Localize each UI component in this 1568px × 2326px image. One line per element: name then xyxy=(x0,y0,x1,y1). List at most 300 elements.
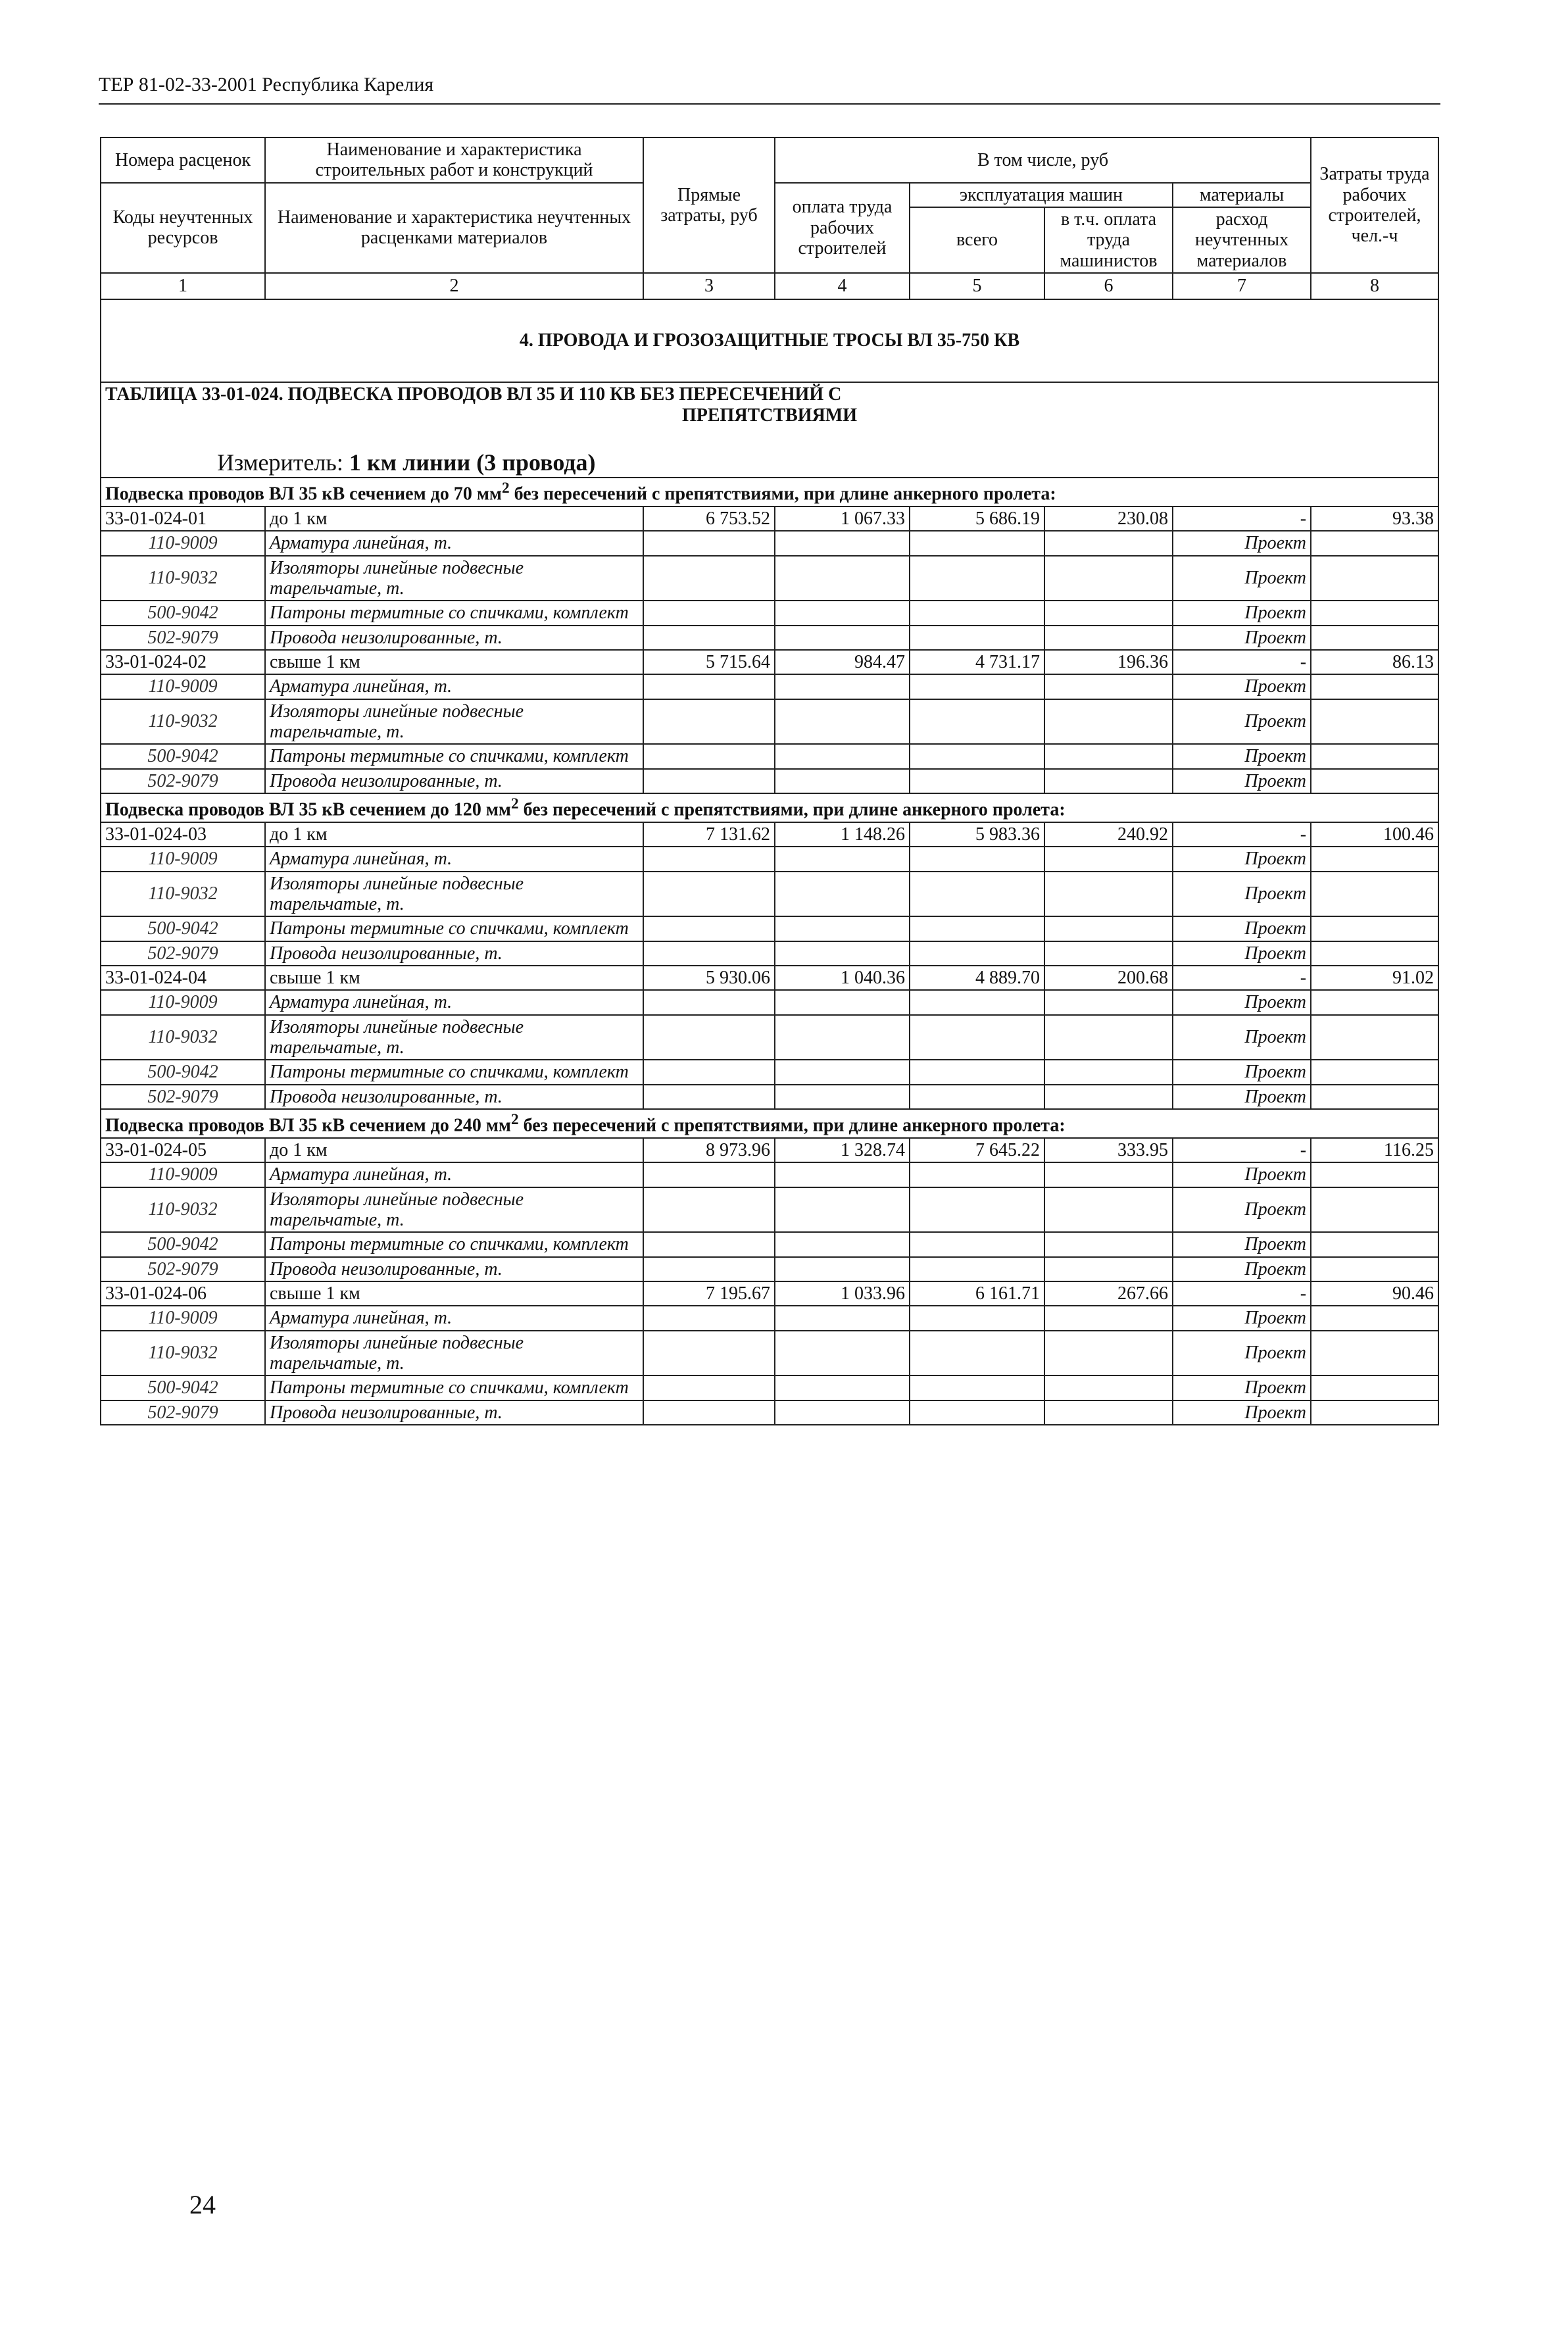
empty-cell xyxy=(910,1331,1044,1376)
empty-cell xyxy=(910,744,1044,768)
empty-cell xyxy=(910,1060,1044,1084)
resource-row xyxy=(101,1306,1438,1330)
group-heading xyxy=(101,478,1438,507)
empty-cell xyxy=(1044,601,1173,625)
table-title-cell xyxy=(101,382,1438,478)
resource-code: 110-9032 xyxy=(101,699,265,745)
empty-cell xyxy=(643,531,775,555)
resource-name: Провода неизолированные, т. xyxy=(265,1257,643,1281)
resource-row xyxy=(101,626,1438,650)
materials-cost: - xyxy=(1173,650,1311,674)
resource-name: Провода неизолированные, т. xyxy=(265,626,643,650)
labor-hours: 91.02 xyxy=(1311,966,1438,990)
resource-code: 110-9009 xyxy=(101,674,265,699)
resource-material-value: Проект xyxy=(1173,990,1311,1014)
labor-hours: 86.13 xyxy=(1311,650,1438,674)
resource-material-value: Проект xyxy=(1173,1015,1311,1060)
empty-cell xyxy=(643,769,775,793)
empty-cell xyxy=(1044,531,1173,555)
col1-top-header: Номера расценок xyxy=(101,137,265,183)
resource-code: 110-9009 xyxy=(101,1306,265,1330)
resource-row xyxy=(101,941,1438,966)
resource-code: 110-9032 xyxy=(101,556,265,601)
empty-cell xyxy=(643,1306,775,1330)
resource-name: Патроны термитные со спичками, комплект xyxy=(265,1232,643,1256)
direct-cost: 5 715.64 xyxy=(643,650,775,674)
col-number: 2 xyxy=(265,273,643,299)
incl-header: В том числе, руб xyxy=(775,137,1311,183)
empty-cell xyxy=(1044,990,1173,1014)
header-rule xyxy=(99,103,1440,105)
resource-code: 502-9079 xyxy=(101,626,265,650)
group-heading-row xyxy=(101,478,1438,507)
empty-cell xyxy=(910,674,1044,699)
empty-cell xyxy=(775,1162,910,1187)
empty-cell xyxy=(1311,916,1438,941)
empty-cell xyxy=(643,1232,775,1256)
empty-cell xyxy=(1311,1232,1438,1256)
labor-cost: 1 040.36 xyxy=(775,966,910,990)
empty-cell xyxy=(643,1060,775,1084)
empty-cell xyxy=(1311,531,1438,555)
resource-code: 502-9079 xyxy=(101,1085,265,1109)
empty-cell xyxy=(1311,1306,1438,1330)
resource-row xyxy=(101,847,1438,871)
superscript-2: 2 xyxy=(501,480,510,497)
empty-cell xyxy=(910,916,1044,941)
materials-cost: - xyxy=(1173,966,1311,990)
empty-cell xyxy=(775,626,910,650)
empty-cell xyxy=(1311,1060,1438,1084)
resource-name: Патроны термитные со спичками, комплект xyxy=(265,744,643,768)
empty-cell xyxy=(1311,674,1438,699)
empty-cell xyxy=(1311,941,1438,966)
resource-code: 500-9042 xyxy=(101,744,265,768)
resource-material-value: Проект xyxy=(1173,1060,1311,1084)
resource-code: 110-9032 xyxy=(101,872,265,917)
resource-material-value: Проект xyxy=(1173,1232,1311,1256)
empty-cell xyxy=(1044,674,1173,699)
resource-material-value: Проект xyxy=(1173,1257,1311,1281)
col8-header: Затраты труда рабочих строителей, чел.-ч xyxy=(1311,137,1438,273)
measure-value: 1 км линии (3 провода) xyxy=(349,449,596,476)
col6-header: в т.ч. оплата труда машинистов xyxy=(1044,207,1173,273)
resource-name: Арматура линейная, т. xyxy=(265,847,643,871)
empty-cell xyxy=(775,941,910,966)
col7-header: расход неучтенных материалов xyxy=(1173,207,1311,273)
empty-cell xyxy=(1044,769,1173,793)
resource-material-value: Проект xyxy=(1173,699,1311,745)
resource-code: 500-9042 xyxy=(101,1375,265,1400)
col-number: 7 xyxy=(1173,273,1311,299)
empty-cell xyxy=(775,1232,910,1256)
empty-cell xyxy=(775,1187,910,1233)
group-heading-row xyxy=(101,1109,1438,1138)
empty-cell xyxy=(910,1375,1044,1400)
resource-name: Изоляторы линейные подвесные тарельчатые, т. xyxy=(265,556,643,601)
empty-cell xyxy=(1044,1085,1173,1109)
empty-cell xyxy=(1044,556,1173,601)
empty-cell xyxy=(643,626,775,650)
table-title-line1: ТАБЛИЦА 33-01-024. ПОДВЕСКА ПРОВОДОВ ВЛ 35 И 110 КВ БЕЗ ПЕРЕСЕЧЕНИЙ С xyxy=(105,384,842,405)
materials-cost: - xyxy=(1173,507,1311,531)
resource-name: Патроны термитные со спичками, комплект xyxy=(265,1375,643,1400)
resource-code: 500-9042 xyxy=(101,916,265,941)
resource-row xyxy=(101,1015,1438,1060)
resource-row xyxy=(101,1187,1438,1233)
direct-cost: 7 195.67 xyxy=(643,1281,775,1306)
empty-cell xyxy=(1044,699,1173,745)
empty-cell xyxy=(910,626,1044,650)
empty-cell xyxy=(1311,990,1438,1014)
machinist-labor-cost: 200.68 xyxy=(1044,966,1173,990)
resource-code: 502-9079 xyxy=(101,769,265,793)
empty-cell xyxy=(643,1085,775,1109)
empty-cell xyxy=(1311,872,1438,917)
rate-name: свыше 1 км xyxy=(265,1281,643,1306)
empty-cell xyxy=(643,601,775,625)
rate-name: до 1 км xyxy=(265,1138,643,1162)
machinist-labor-cost: 267.66 xyxy=(1044,1281,1173,1306)
empty-cell xyxy=(1044,1331,1173,1376)
resource-code: 502-9079 xyxy=(101,1257,265,1281)
resource-name: Провода неизолированные, т. xyxy=(265,1400,643,1425)
group-heading-row xyxy=(101,793,1438,822)
labor-cost: 984.47 xyxy=(775,650,910,674)
empty-cell xyxy=(1311,699,1438,745)
empty-cell xyxy=(643,1257,775,1281)
resource-row xyxy=(101,1375,1438,1400)
resource-row xyxy=(101,674,1438,699)
empty-cell xyxy=(775,531,910,555)
resource-code: 110-9009 xyxy=(101,990,265,1014)
group-heading-text-a: Подвеска проводов ВЛ 35 кВ сечением до 120 мм xyxy=(105,799,511,820)
rate-name: свыше 1 км xyxy=(265,650,643,674)
resource-name: Провода неизолированные, т. xyxy=(265,769,643,793)
empty-cell xyxy=(910,990,1044,1014)
col2-top-header: Наименование и характеристика строительных работ и конструкций xyxy=(265,137,643,183)
group-heading xyxy=(101,793,1438,822)
col4-header: оплата труда рабочих строителей xyxy=(775,183,910,273)
empty-cell xyxy=(643,699,775,745)
col5-header: всего xyxy=(910,207,1044,273)
resource-material-value: Проект xyxy=(1173,1375,1311,1400)
materials-cost: - xyxy=(1173,822,1311,847)
resource-material-value: Проект xyxy=(1173,1331,1311,1376)
resource-name: Провода неизолированные, т. xyxy=(265,1085,643,1109)
empty-cell xyxy=(1044,744,1173,768)
empty-cell xyxy=(775,1306,910,1330)
direct-cost: 6 753.52 xyxy=(643,507,775,531)
superscript-2: 2 xyxy=(510,795,519,813)
empty-cell xyxy=(775,1331,910,1376)
empty-cell xyxy=(910,1162,1044,1187)
empty-cell xyxy=(1311,1187,1438,1233)
empty-cell xyxy=(643,1162,775,1187)
resource-material-value: Проект xyxy=(1173,744,1311,768)
resource-row xyxy=(101,699,1438,745)
empty-cell xyxy=(1044,1375,1173,1400)
rate-name: до 1 км xyxy=(265,822,643,847)
resource-row xyxy=(101,1232,1438,1256)
rate-code: 33-01-024-03 xyxy=(101,822,265,847)
empty-cell xyxy=(1044,626,1173,650)
group-heading-text-a: Подвеска проводов ВЛ 35 кВ сечением до 70 мм xyxy=(105,483,502,505)
empty-cell xyxy=(1044,1187,1173,1233)
machines-cost: 4 731.17 xyxy=(910,650,1044,674)
column-numbers-row xyxy=(101,273,1438,299)
resource-material-value: Проект xyxy=(1173,916,1311,941)
machinist-labor-cost: 240.92 xyxy=(1044,822,1173,847)
col2-bottom-header: Наименование и характеристика неучтенных расценками материалов xyxy=(265,183,643,273)
empty-cell xyxy=(1311,744,1438,768)
labor-hours: 93.38 xyxy=(1311,507,1438,531)
empty-cell xyxy=(1311,1257,1438,1281)
empty-cell xyxy=(775,1015,910,1060)
resource-name: Арматура линейная, т. xyxy=(265,1162,643,1187)
empty-cell xyxy=(1044,1257,1173,1281)
group-heading-text-b: без пересечений с препятствиями, при длине анкерного пролета: xyxy=(509,483,1056,505)
direct-cost: 7 131.62 xyxy=(643,822,775,847)
empty-cell xyxy=(910,531,1044,555)
resource-material-value: Проект xyxy=(1173,556,1311,601)
col-number: 5 xyxy=(910,273,1044,299)
empty-cell xyxy=(1044,916,1173,941)
resource-material-value: Проект xyxy=(1173,1085,1311,1109)
empty-cell xyxy=(910,941,1044,966)
machines-cost: 6 161.71 xyxy=(910,1281,1044,1306)
group-heading xyxy=(101,1109,1438,1138)
empty-cell xyxy=(775,1257,910,1281)
empty-cell xyxy=(910,847,1044,871)
resource-code: 110-9032 xyxy=(101,1187,265,1233)
empty-cell xyxy=(775,744,910,768)
page-header: ТЕР 81-02-33-2001 Республика Карелия xyxy=(99,74,434,95)
resource-code: 502-9079 xyxy=(101,1400,265,1425)
resource-row xyxy=(101,769,1438,793)
labor-cost: 1 328.74 xyxy=(775,1138,910,1162)
empty-cell xyxy=(775,601,910,625)
empty-cell xyxy=(1311,847,1438,871)
table-title-line2: ПРЕПЯТСТВИЯМИ xyxy=(682,405,858,426)
resource-name: Арматура линейная, т. xyxy=(265,674,643,699)
resource-code: 110-9032 xyxy=(101,1015,265,1060)
resource-code: 110-9009 xyxy=(101,1162,265,1187)
empty-cell xyxy=(775,916,910,941)
resource-code: 500-9042 xyxy=(101,601,265,625)
empty-cell xyxy=(775,674,910,699)
empty-cell xyxy=(1311,626,1438,650)
empty-cell xyxy=(1311,1331,1438,1376)
col-number: 6 xyxy=(1044,273,1173,299)
empty-cell xyxy=(643,990,775,1014)
labor-cost: 1 033.96 xyxy=(775,1281,910,1306)
resource-name: Провода неизолированные, т. xyxy=(265,941,643,966)
resource-row xyxy=(101,916,1438,941)
empty-cell xyxy=(775,847,910,871)
rate-row xyxy=(101,966,1438,990)
resource-row xyxy=(101,1060,1438,1084)
direct-cost: 5 930.06 xyxy=(643,966,775,990)
empty-cell xyxy=(775,1060,910,1084)
resource-row xyxy=(101,1257,1438,1281)
resource-name: Изоляторы линейные подвесные тарельчатые, т. xyxy=(265,872,643,917)
labor-hours: 90.46 xyxy=(1311,1281,1438,1306)
materials-header: материалы xyxy=(1173,183,1311,207)
empty-cell xyxy=(643,674,775,699)
page-number: 24 xyxy=(189,2190,216,2219)
group-heading-text-a: Подвеска проводов ВЛ 35 кВ сечением до 240 мм xyxy=(105,1115,511,1136)
empty-cell xyxy=(1044,872,1173,917)
empty-cell xyxy=(643,847,775,871)
empty-cell xyxy=(775,1085,910,1109)
empty-cell xyxy=(643,941,775,966)
empty-cell xyxy=(910,1085,1044,1109)
resource-material-value: Проект xyxy=(1173,1400,1311,1425)
resource-material-value: Проект xyxy=(1173,1162,1311,1187)
empty-cell xyxy=(1044,1232,1173,1256)
resource-row xyxy=(101,531,1438,555)
resource-row xyxy=(101,601,1438,625)
rate-name: свыше 1 км xyxy=(265,966,643,990)
empty-cell xyxy=(1311,1375,1438,1400)
rate-code: 33-01-024-01 xyxy=(101,507,265,531)
resource-row xyxy=(101,1162,1438,1187)
resource-name: Изоляторы линейные подвесные тарельчатые, т. xyxy=(265,1187,643,1233)
machines-header: эксплуатация машин xyxy=(910,183,1173,207)
col3-header: Прямые затраты, руб xyxy=(643,137,775,273)
resource-name: Изоляторы линейные подвесные тарельчатые, т. xyxy=(265,1015,643,1060)
resource-code: 500-9042 xyxy=(101,1232,265,1256)
resource-name: Изоляторы линейные подвесные тарельчатые, т. xyxy=(265,1331,643,1376)
empty-cell xyxy=(643,1187,775,1233)
empty-cell xyxy=(643,916,775,941)
col-number: 1 xyxy=(101,273,265,299)
table-title-row xyxy=(101,382,1438,478)
resource-material-value: Проект xyxy=(1173,601,1311,625)
empty-cell xyxy=(1044,1060,1173,1084)
resource-row xyxy=(101,990,1438,1014)
empty-cell xyxy=(910,872,1044,917)
resource-row xyxy=(101,872,1438,917)
rate-row xyxy=(101,1138,1438,1162)
empty-cell xyxy=(643,744,775,768)
resource-name: Патроны термитные со спичками, комплект xyxy=(265,601,643,625)
empty-cell xyxy=(1311,1085,1438,1109)
machinist-labor-cost: 333.95 xyxy=(1044,1138,1173,1162)
empty-cell xyxy=(775,769,910,793)
empty-cell xyxy=(775,699,910,745)
rate-code: 33-01-024-02 xyxy=(101,650,265,674)
empty-cell xyxy=(1311,556,1438,601)
empty-cell xyxy=(1311,1400,1438,1425)
col-number: 3 xyxy=(643,273,775,299)
resource-name: Арматура линейная, т. xyxy=(265,990,643,1014)
resource-material-value: Проект xyxy=(1173,847,1311,871)
machines-cost: 7 645.22 xyxy=(910,1138,1044,1162)
rate-row xyxy=(101,650,1438,674)
col1-bottom-header: Коды неучтенных ресурсов xyxy=(101,183,265,273)
resource-name: Изоляторы линейные подвесные тарельчатые, т. xyxy=(265,699,643,745)
resource-material-value: Проект xyxy=(1173,531,1311,555)
measure-unit xyxy=(105,449,1434,476)
empty-cell xyxy=(910,1232,1044,1256)
empty-cell xyxy=(1044,1400,1173,1425)
resource-code: 110-9009 xyxy=(101,531,265,555)
section-title-row xyxy=(101,299,1438,382)
resource-row xyxy=(101,744,1438,768)
empty-cell xyxy=(775,872,910,917)
empty-cell xyxy=(910,601,1044,625)
empty-cell xyxy=(643,1331,775,1376)
empty-cell xyxy=(1044,1162,1173,1187)
resource-row xyxy=(101,1085,1438,1109)
materials-cost: - xyxy=(1173,1138,1311,1162)
empty-cell xyxy=(910,1015,1044,1060)
empty-cell xyxy=(910,699,1044,745)
empty-cell xyxy=(775,1375,910,1400)
machines-cost: 5 686.19 xyxy=(910,507,1044,531)
materials-cost: - xyxy=(1173,1281,1311,1306)
empty-cell xyxy=(910,1306,1044,1330)
labor-cost: 1 148.26 xyxy=(775,822,910,847)
group-heading-text-b: без пересечений с препятствиями, при длине анкерного пролета: xyxy=(518,799,1066,820)
rate-name: до 1 км xyxy=(265,507,643,531)
machines-cost: 5 983.36 xyxy=(910,822,1044,847)
empty-cell xyxy=(643,1015,775,1060)
rate-code: 33-01-024-05 xyxy=(101,1138,265,1162)
rate-code: 33-01-024-04 xyxy=(101,966,265,990)
resource-material-value: Проект xyxy=(1173,872,1311,917)
resource-material-value: Проект xyxy=(1173,941,1311,966)
col-number: 4 xyxy=(775,273,910,299)
rate-row xyxy=(101,507,1438,531)
resource-row xyxy=(101,556,1438,601)
empty-cell xyxy=(775,556,910,601)
empty-cell xyxy=(643,1400,775,1425)
empty-cell xyxy=(1044,941,1173,966)
resource-material-value: Проект xyxy=(1173,674,1311,699)
empty-cell xyxy=(1044,1306,1173,1330)
resource-name: Арматура линейная, т. xyxy=(265,1306,643,1330)
section-title: 4. ПРОВОДА И ГРОЗОЗАЩИТНЫЕ ТРОСЫ ВЛ 35-750 КВ xyxy=(101,299,1438,382)
labor-cost: 1 067.33 xyxy=(775,507,910,531)
resource-material-value: Проект xyxy=(1173,769,1311,793)
resource-code: 110-9009 xyxy=(101,847,265,871)
empty-cell xyxy=(1311,601,1438,625)
empty-cell xyxy=(910,1187,1044,1233)
direct-cost: 8 973.96 xyxy=(643,1138,775,1162)
resource-row xyxy=(101,1400,1438,1425)
empty-cell xyxy=(1044,847,1173,871)
empty-cell xyxy=(910,1400,1044,1425)
rate-code: 33-01-024-06 xyxy=(101,1281,265,1306)
resource-name: Арматура линейная, т. xyxy=(265,531,643,555)
resource-name: Патроны термитные со спичками, комплект xyxy=(265,916,643,941)
resource-name: Патроны термитные со спичками, комплект xyxy=(265,1060,643,1084)
empty-cell xyxy=(1311,769,1438,793)
rates-table xyxy=(100,137,1439,1425)
empty-cell xyxy=(1311,1162,1438,1187)
rate-row xyxy=(101,1281,1438,1306)
machinist-labor-cost: 196.36 xyxy=(1044,650,1173,674)
rate-row xyxy=(101,822,1438,847)
machines-cost: 4 889.70 xyxy=(910,966,1044,990)
group-heading-text-b: без пересечений с препятствиями, при длине анкерного пролета: xyxy=(518,1115,1066,1136)
empty-cell xyxy=(1311,1015,1438,1060)
superscript-2: 2 xyxy=(510,1111,519,1129)
resource-code: 110-9032 xyxy=(101,1331,265,1376)
